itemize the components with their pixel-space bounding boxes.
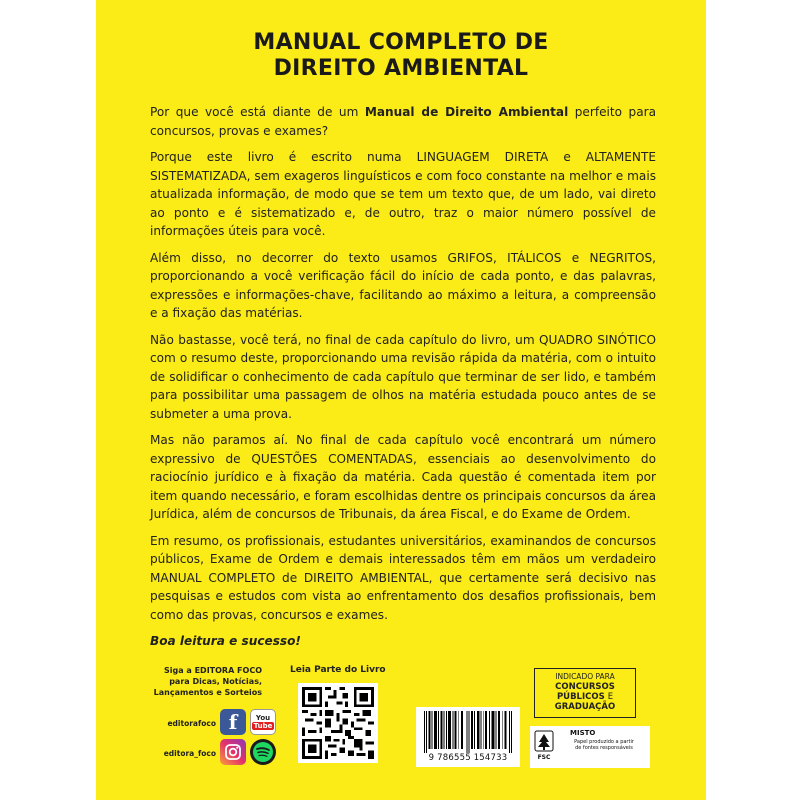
social-media-block — [136, 665, 276, 758]
book-title — [96, 30, 706, 82]
social-row-2 — [136, 739, 276, 769]
social-row-1 — [136, 709, 276, 739]
fsc-tree-icon — [534, 730, 554, 764]
qr-code[interactable] — [298, 683, 378, 763]
paragraph-2: Porque este livro é escrito numa LINGUAGEM DIRETA e ALTAMENTE SISTEMATIZADA, sem exageros linguísticos e com foco constante na melhor e mais atualizada informação, de modo que se tem um texto que, de um lado, vai direto ao ponto e é sistematizado e, de outro, traz o maior número possível de informações úteis para você. — [150, 150, 656, 238]
barcode-bars — [424, 711, 512, 753]
paragraph-3: Além disso, no decorrer do texto usamos GRIFOS, ITÁLICOS e NEGRITOS, proporcionando a você verificação fácil do início de cada ponto, e das palavras, expressões e informações-chave, facilitando ao máximo a leitura, a compreensão e a fixação das matérias. — [150, 250, 656, 320]
isbn-barcode — [416, 707, 520, 767]
paragraph-4: Não bastasse, você terá, no final de cada capítulo do livro, um QUADRO SINÓTICO com o resumo deste, proporcionando uma revisão rápida da matéria, com o intuito de solidificar o conhecimento de cada capítulo que terminar de ser lido, e também para possibilitar uma passagem de olhos na matéria estudada pouco antes de se submeter a uma prova. — [150, 332, 656, 421]
indicado-badge: INDICADO PARA CONCURSOS PÚBLICOS E GRADUAÇÃO — [534, 668, 636, 718]
facebook-icon[interactable]: f — [220, 709, 246, 735]
youtube-icon[interactable]: You Tube — [250, 709, 276, 735]
fsc-misto: MISTO — [570, 729, 596, 737]
handle-editorafoco: editorafoco — [167, 719, 216, 728]
instagram-icon[interactable] — [220, 739, 246, 765]
title-line-2: DIREITO AMBIENTAL — [273, 56, 529, 81]
synopsis — [150, 103, 656, 659]
spotify-icon[interactable] — [250, 739, 276, 765]
handle-editora-foco: editora_foco — [163, 749, 216, 758]
emphasis-manual: Manual de Direito Ambiental — [364, 105, 569, 119]
social-heading: Siga a EDITORA FOCO para Dicas, Notícias, Lançamentos e Sorteios — [153, 666, 262, 697]
title-line-1: MANUAL COMPLETO DE — [253, 30, 549, 55]
qr-block — [288, 665, 398, 675]
paragraph-5: Mas não paramos aí. No final de cada capítulo você encontrará um número expressivo de QUESTÕES COMENTADAS, essenciais ao desenvolvimento do raciocínio jurídico e à fixação da matéria. Cada questão é comentada item por item quando necessário, e foram escolhidas dentre os principais concursos da área Jurídica, além de concursos de Tribunais, da área Fiscal, e do Exame de Ordem. — [150, 433, 656, 521]
book-back-cover — [96, 0, 706, 800]
paragraph-1: Por que você está diante de um Manual de Direito Ambiental perfeito para concursos, provas e exames? — [150, 105, 656, 138]
fsc-label — [530, 726, 650, 768]
isbn-number: 9 786555 154733 — [428, 753, 508, 763]
closing-line: Boa leitura e sucesso! — [150, 634, 301, 648]
paragraph-6: Em resumo, os profissionais, estudantes universitários, examinandos de concursos públicos, Exame de Ordem e demais interessados têm em mãos um verdadeiro MANUAL COMPLETO de DIREITO AMBIENTAL, que certamente será decisivo nas pesquisas e estudos com vista ao enfrentamento dos desafios profissionais, bem como das provas, concursos e exames. — [150, 533, 656, 622]
fsc-text: Papel produzido a partir de fontes responsáveis — [574, 739, 634, 751]
svg-text:FSC: FSC — [537, 754, 551, 761]
qr-label: Leia Parte do Livro — [290, 665, 386, 675]
